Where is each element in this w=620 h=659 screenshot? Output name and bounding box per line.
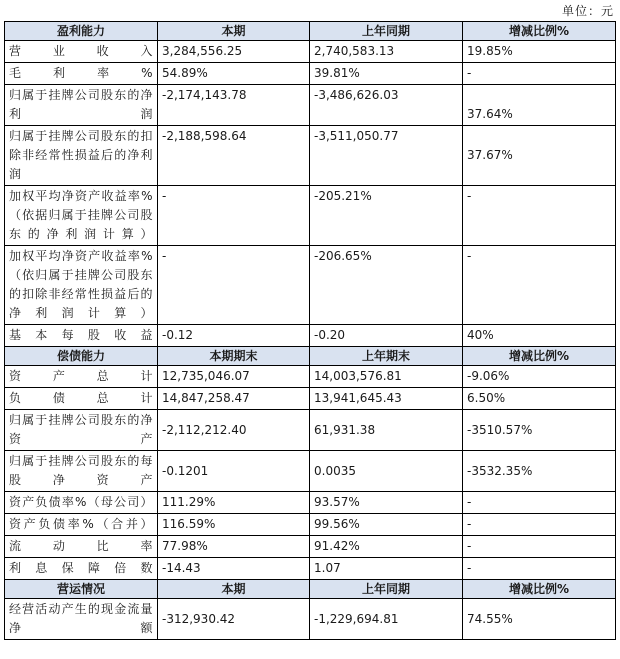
header-cell: 上年同期 xyxy=(310,580,463,599)
prior-value: -206.65% xyxy=(310,246,463,325)
prior-value: 0.0035 xyxy=(310,451,463,492)
table-row xyxy=(5,41,616,63)
prior-value: -3,486,626.03 xyxy=(310,85,463,126)
header-cell: 上年期末 xyxy=(310,347,463,366)
prior-value: -3,511,050.77 xyxy=(310,126,463,186)
table-row xyxy=(5,85,616,126)
unit-label: 单位：元 xyxy=(561,4,614,18)
row-label: 加权平均净资产收益率%（依据归属于挂牌公司股东的净利润计算） xyxy=(5,186,158,246)
current-value: 111.29% xyxy=(158,492,310,514)
table-row xyxy=(5,325,616,347)
row-label: 营业收入 xyxy=(5,41,158,63)
header-cell: 本期期末 xyxy=(158,347,310,366)
section-header-solvency xyxy=(5,347,616,366)
change-percent: 19.85% xyxy=(463,41,616,63)
row-label: 利息保障倍数 xyxy=(5,558,158,580)
table-row xyxy=(5,599,616,640)
table-row xyxy=(5,492,616,514)
change-percent: - xyxy=(463,63,616,85)
prior-value: 93.57% xyxy=(310,492,463,514)
table-row xyxy=(5,126,616,186)
current-value: 116.59% xyxy=(158,514,310,536)
prior-value: 2,740,583.13 xyxy=(310,41,463,63)
table-row xyxy=(5,388,616,410)
change-percent: - xyxy=(463,492,616,514)
change-percent: 37.64% xyxy=(463,85,616,126)
table-row xyxy=(5,63,616,85)
change-percent: 6.50% xyxy=(463,388,616,410)
change-percent: - xyxy=(463,558,616,580)
section-header-profitability xyxy=(5,22,616,41)
change-percent: - xyxy=(463,514,616,536)
row-label: 归属于挂牌公司股东的扣除非经常性损益后的净利润 xyxy=(5,126,158,186)
section-header-operations xyxy=(5,580,616,599)
table-row xyxy=(5,410,616,451)
current-value: 3,284,556.25 xyxy=(158,41,310,63)
prior-value: -205.21% xyxy=(310,186,463,246)
row-label: 资产总计 xyxy=(5,366,158,388)
change-percent: 40% xyxy=(463,325,616,347)
prior-value: 99.56% xyxy=(310,514,463,536)
row-label: 毛利率% xyxy=(5,63,158,85)
change-percent: - xyxy=(463,186,616,246)
row-label: 基本每股收益 xyxy=(5,325,158,347)
table-row xyxy=(5,451,616,492)
table-row xyxy=(5,558,616,580)
row-label: 负债总计 xyxy=(5,388,158,410)
header-cell: 偿债能力 xyxy=(5,347,158,366)
table-row xyxy=(5,246,616,325)
change-percent: - xyxy=(463,536,616,558)
current-value: -0.1201 xyxy=(158,451,310,492)
prior-value: 91.42% xyxy=(310,536,463,558)
current-value: -2,174,143.78 xyxy=(158,85,310,126)
current-value: - xyxy=(158,186,310,246)
table-row xyxy=(5,514,616,536)
header-cell: 盈利能力 xyxy=(5,22,158,41)
change-percent: 37.67% xyxy=(463,126,616,186)
row-label: 资产负债率%（合并） xyxy=(5,514,158,536)
table-row xyxy=(5,536,616,558)
current-value: 54.89% xyxy=(158,63,310,85)
current-value: - xyxy=(158,246,310,325)
row-label: 加权平均净资产收益率%（依归属于挂牌公司股东的扣除非经常性损益后的净利润计算） xyxy=(5,246,158,325)
prior-value: 14,003,576.81 xyxy=(310,366,463,388)
row-label: 资产负债率%（母公司） xyxy=(5,492,158,514)
row-label: 归属于挂牌公司股东的每股净资产 xyxy=(5,451,158,492)
current-value: 12,735,046.07 xyxy=(158,366,310,388)
row-label: 流动比率 xyxy=(5,536,158,558)
change-percent: -9.06% xyxy=(463,366,616,388)
change-percent: 74.55% xyxy=(463,599,616,640)
prior-value: 61,931.38 xyxy=(310,410,463,451)
header-cell: 本期 xyxy=(158,22,310,41)
header-cell: 增减比例% xyxy=(463,22,616,41)
row-label: 归属于挂牌公司股东的净利润 xyxy=(5,85,158,126)
change-percent: -3510.57% xyxy=(463,410,616,451)
current-value: -0.12 xyxy=(158,325,310,347)
current-value: -14.43 xyxy=(158,558,310,580)
current-value: 77.98% xyxy=(158,536,310,558)
current-value: -2,188,598.64 xyxy=(158,126,310,186)
header-cell: 本期 xyxy=(158,580,310,599)
current-value: -312,930.42 xyxy=(158,599,310,640)
change-percent: -3532.35% xyxy=(463,451,616,492)
current-value: -2,112,212.40 xyxy=(158,410,310,451)
header-cell: 营运情况 xyxy=(5,580,158,599)
header-cell: 增减比例% xyxy=(463,347,616,366)
row-label: 归属于挂牌公司股东的净资产 xyxy=(5,410,158,451)
header-cell: 上年同期 xyxy=(310,22,463,41)
prior-value: 13,941,645.43 xyxy=(310,388,463,410)
header-cell: 增减比例% xyxy=(463,580,616,599)
table-row xyxy=(5,366,616,388)
prior-value: 39.81% xyxy=(310,63,463,85)
row-label: 经营活动产生的现金流量净额 xyxy=(5,599,158,640)
prior-value: -0.20 xyxy=(310,325,463,347)
prior-value: 1.07 xyxy=(310,558,463,580)
table-row xyxy=(5,186,616,246)
prior-value: -1,229,694.81 xyxy=(310,599,463,640)
financial-indicators-table xyxy=(4,21,616,640)
change-percent: - xyxy=(463,246,616,325)
current-value: 14,847,258.47 xyxy=(158,388,310,410)
